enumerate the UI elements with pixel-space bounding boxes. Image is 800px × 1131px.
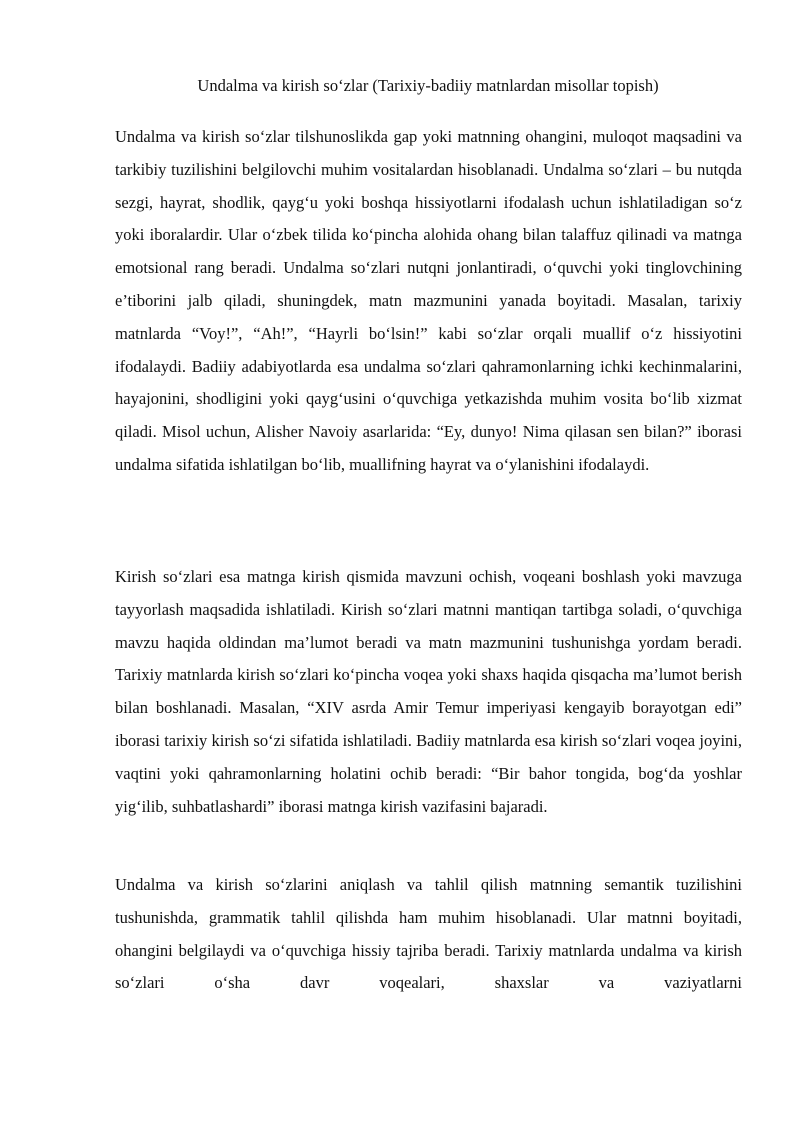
document-title: Undalma va kirish so‘zlar (Tarixiy-badiiy matnlardan misollar topish) [197, 76, 659, 95]
paragraph-undalma: Undalma va kirish so‘zlar tilshunoslikda gap yoki matnning ohangini, muloqot maqsadini va tarkibiy tuzilishini belgilovchi muhim vositalardan hisoblanadi. Undalma so‘zlari – bu nutqda sezgi, hayrat, shodlik, qayg‘u yoki boshqa hissiyotlarni ifodalash uchun ishlatiladigan so‘z yoki iboralardir. Ular o‘zbek tilida ko‘pincha alohida ohang bilan talaffuz qilinadi va matnga emotsional rang beradi. Undalma so‘zlari nutqni jonlantiradi, o‘quvchi yoki tinglovchining e’tiborini jalb qiladi, shuningdek, matn mazmunini yanada boyitadi. Masalan, tarixiy matnlarda “Voy!”, “Ah!”, “Hayrli bo‘lsin!” kabi so‘zlar orqali muallif o‘z hissiyotini ifodalaydi. Badiiy adabiyotlarda esa undalma so‘zlari qahramonlarning ichki kechinmalarini, hayajonini, shodligini yoki qayg‘usini o‘quvchiga yetkazishda muhim vosita bo‘lib xizmat qiladi. Misol uchun, Alisher Navoiy asarlarida: “Ey, dunyo! Nima qilasan sen bilan?” iborasi undalma sifatida ishlatilgan bo‘lib, muallifning hayrat va o‘ylanishini ifodalaydi. [115, 127, 742, 474]
paragraph-kirish: Kirish so‘zlari esa matnga kirish qismida mavzuni ochish, voqeani boshlash yoki mavzuga tayyorlash maqsadida ishlatiladi. Kirish so‘zlari matnni mantiqan tartibga soladi, o‘quvchiga mavzu haqida oldindan ma’lumot beradi va matn mazmunini tushunishga yordam beradi. Tarixiy matnlarda kirish so‘zlari ko‘pincha voqea yoki shaxs haqida qisqacha ma’lumot berish bilan boshlanadi. Masalan, “XIV asrda Amir Temur imperiyasi kengayib borayotgan edi” iborasi tarixiy kirish so‘zi sifatida ishlatiladi. Badiiy matnlarda esa kirish so‘zlari voqea joyini, vaqtini yoki qahramonlarning holatini ochib beradi: “Bir bahor tongida, bog‘da yoshlar yig‘ilib, suhbatlashardi” iborasi matnga kirish vazifasini bajaradi. [115, 567, 742, 816]
paragraph-tahlil: Undalma va kirish so‘zlarini aniqlash va tahlil qilish matnning semantik tuzilishini tushunishda, grammatik tahlil qilishda ham muhim hisoblanadi. Ular matnni boyitadi, ohangini belgilaydi va o‘quvchiga hissiy tajriba beradi. Tarixiy matnlarda undalma va kirish so‘zlari o‘sha davr voqealari, shaxslar va vaziyatlarni [115, 875, 742, 993]
